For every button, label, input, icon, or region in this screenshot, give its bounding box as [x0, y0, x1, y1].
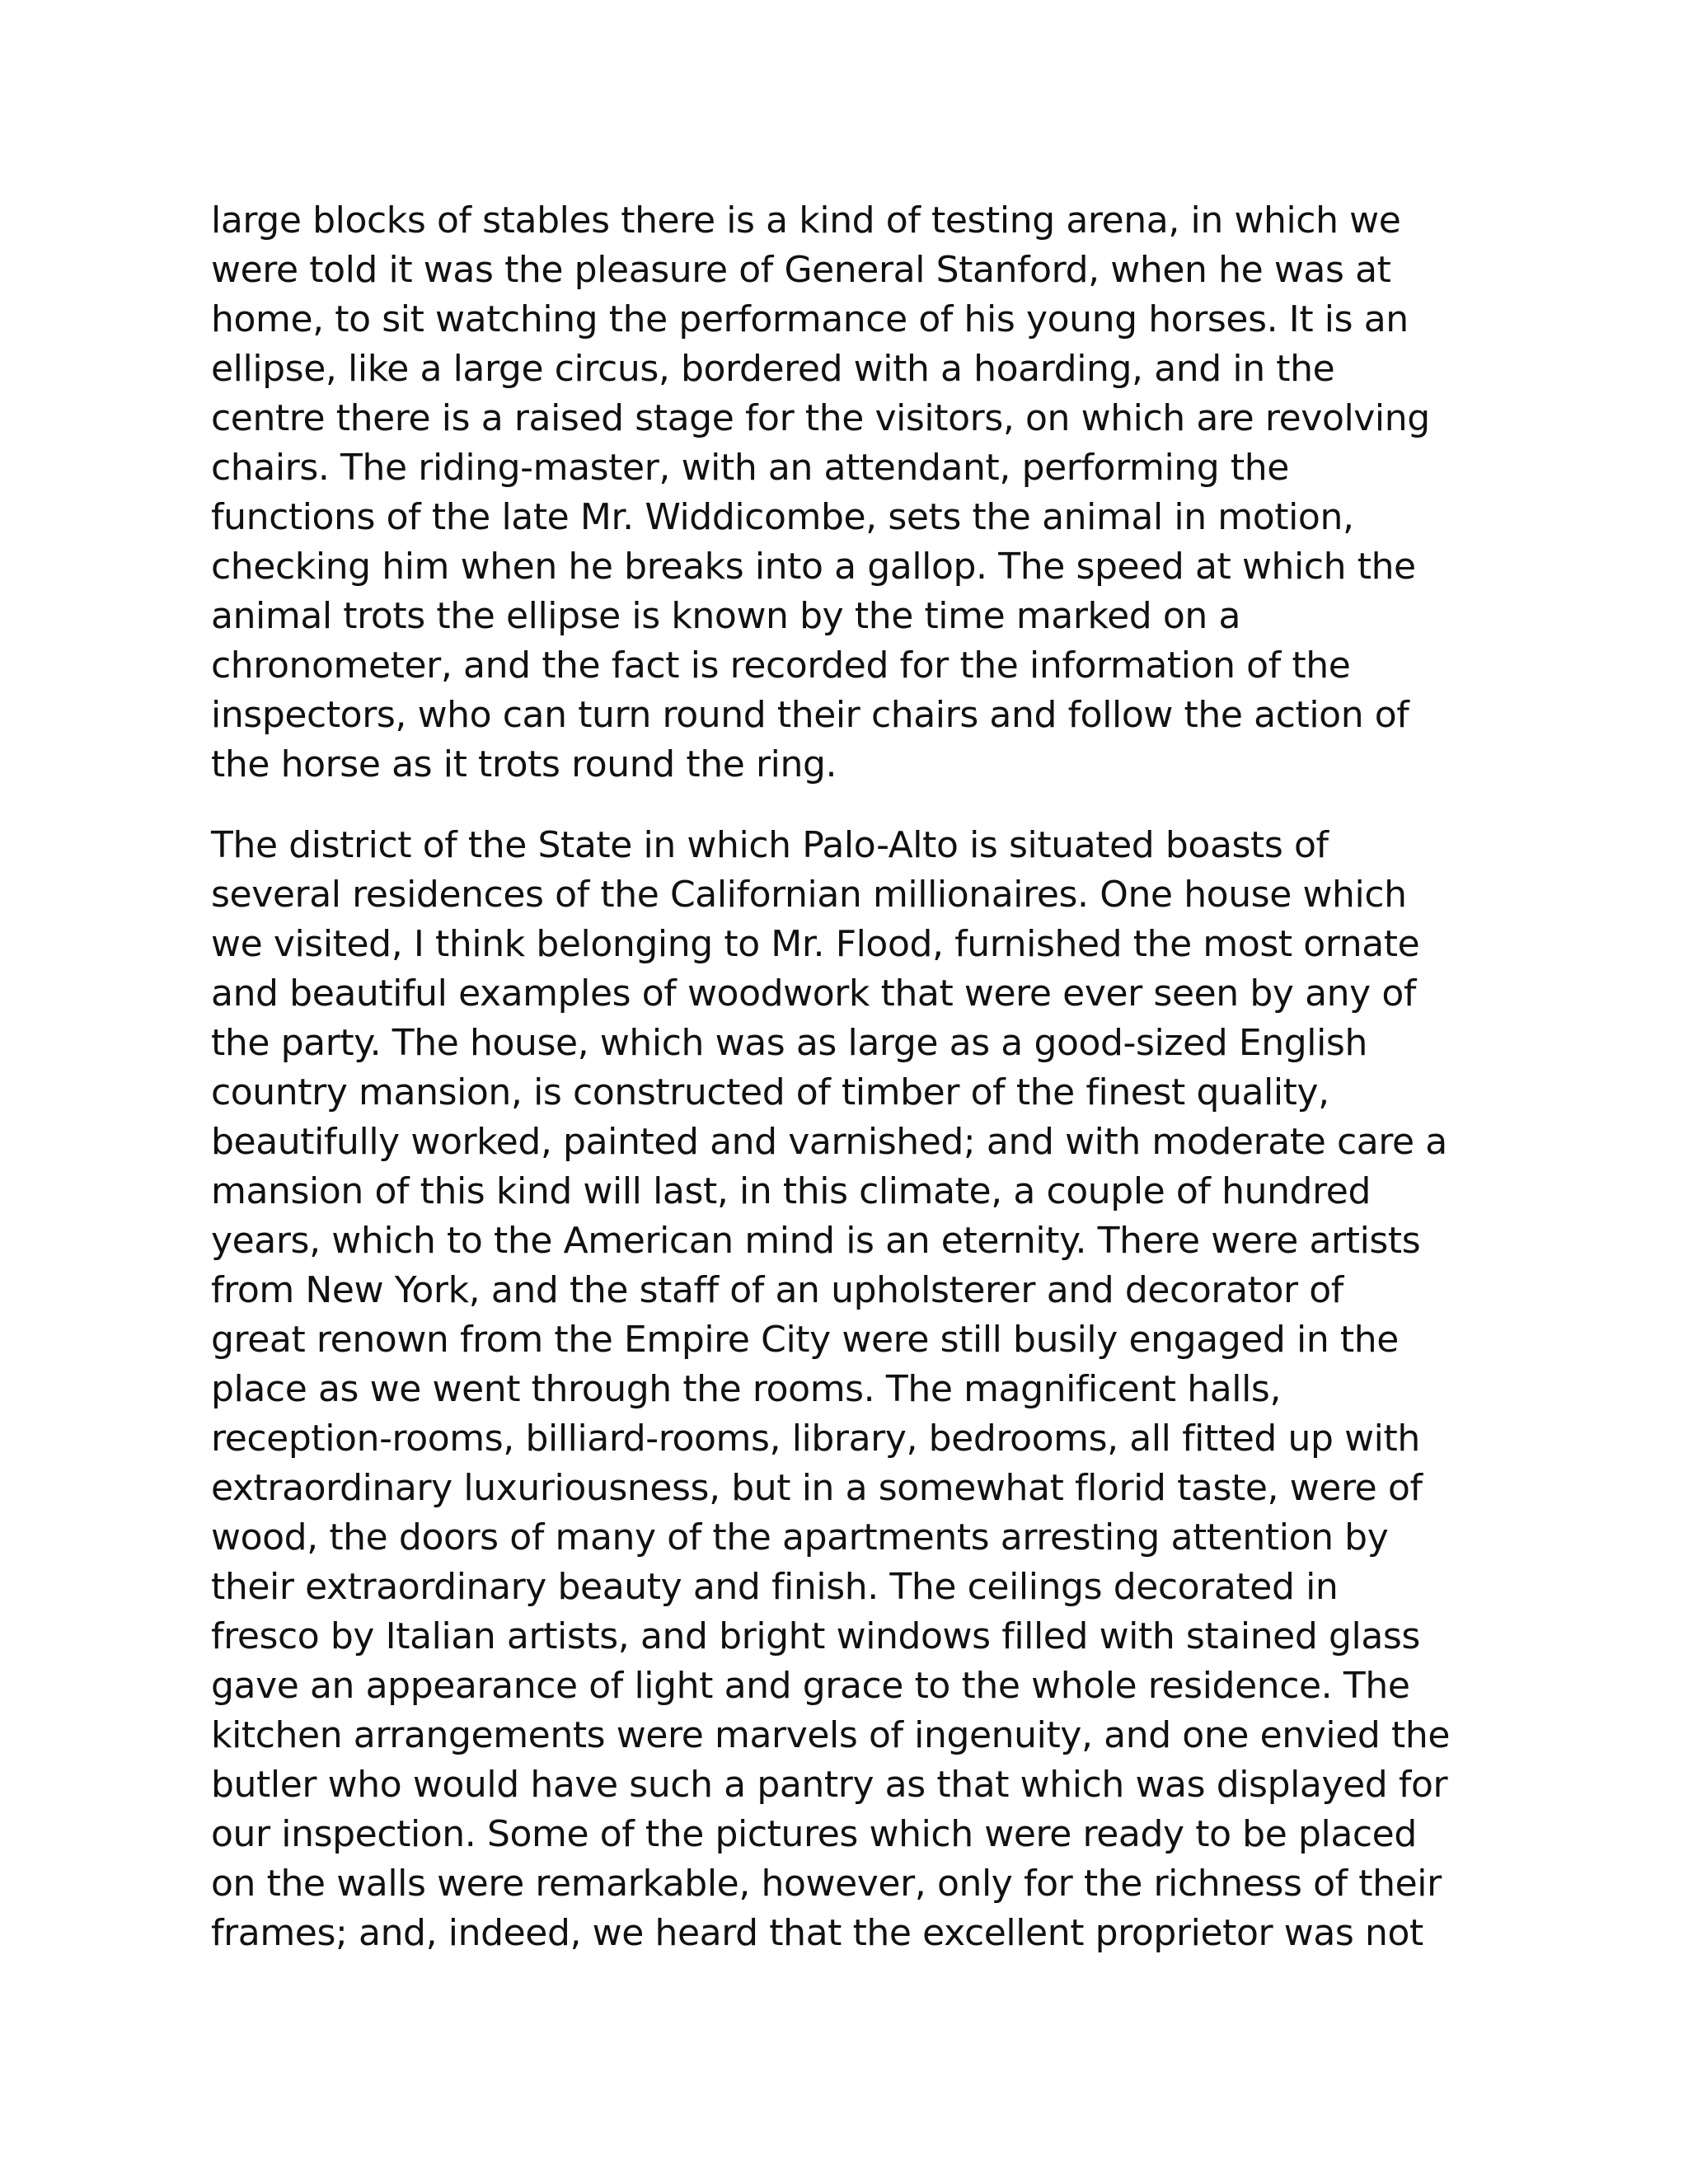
text-line: wood, the doors of many of the apartments arresting attention by — [211, 1516, 1389, 1558]
text-line: several residences of the Californian millionaires. One house which — [211, 874, 1407, 916]
text-line: we visited, I think belonging to Mr. Flood, furnished the most ornate — [211, 923, 1420, 965]
text-line: country mansion, is constructed of timber of the finest quality, — [211, 1071, 1329, 1113]
text-line: our inspection. Some of the pictures which were ready to be placed — [211, 1813, 1417, 1855]
text-line: mansion of this kind will last, in this climate, a couple of hundred — [211, 1170, 1372, 1212]
text-line: the party. The house, which was as large as a good-sized English — [211, 1022, 1367, 1064]
text-line: beautifully worked, painted and varnished; and with moderate care a — [211, 1121, 1447, 1163]
text-line: functions of the late Mr. Widdicombe, sets the animal in motion, — [211, 496, 1354, 538]
paragraph-palo-alto-residences — [211, 821, 1563, 1958]
text-line: on the walls were remarkable, however, only for the richness of their — [211, 1863, 1442, 1905]
text-line: reception-rooms, billiard-rooms, library, bedrooms, all fitted up with — [211, 1418, 1420, 1460]
text-line: home, to sit watching the performance of his young horses. It is an — [211, 298, 1409, 340]
text-line: animal trots the ellipse is known by the time marked on a — [211, 595, 1241, 637]
text-line: great renown from the Empire City were still busily engaged in the — [211, 1319, 1399, 1361]
text-line: years, which to the American mind is an eternity. There were artists — [211, 1220, 1421, 1262]
text-line: centre there is a raised stage for the visitors, on which are revolving — [211, 397, 1430, 439]
text-line: and beautiful examples of woodwork that were ever seen by any of — [211, 972, 1416, 1015]
text-line: extraordinary luxuriousness, but in a somewhat florid taste, were of — [211, 1467, 1423, 1509]
text-line: checking him when he breaks into a gallop. The speed at which the — [211, 546, 1416, 588]
text-line: ellipse, like a large circus, bordered with a hoarding, and in the — [211, 348, 1335, 390]
text-line: gave an appearance of light and grace to the whole residence. The — [211, 1665, 1410, 1707]
text-line: their extraordinary beauty and finish. The ceilings decorated in — [211, 1566, 1339, 1608]
text-line: were told it was the pleasure of General Stanford, when he was at — [211, 249, 1391, 291]
text-line: fresco by Italian artists, and bright windows filled with stained glass — [211, 1615, 1420, 1657]
paragraph-stables-arena — [211, 196, 1563, 790]
text-line: place as we went through the rooms. The magnificent halls, — [211, 1368, 1282, 1410]
text-line: the horse as it trots round the ring. — [211, 743, 837, 785]
text-line: chronometer, and the fact is recorded for the information of the — [211, 644, 1351, 687]
text-line: inspectors, who can turn round their chairs and follow the action of — [211, 694, 1409, 736]
text-line: frames; and, indeed, we heard that the excellent proprietor was not — [211, 1912, 1423, 1954]
text-line: kitchen arrangements were marvels of ingenuity, and one envied the — [211, 1714, 1450, 1756]
text-line: large blocks of stables there is a kind of testing arena, in which we — [211, 199, 1401, 241]
text-line: chairs. The riding-master, with an attendant, performing the — [211, 447, 1289, 489]
text-line: from New York, and the staff of an upholsterer and decorator of — [211, 1269, 1343, 1311]
body-text — [211, 196, 1563, 1958]
text-line: The district of the State in which Palo-Alto is situated boasts of — [211, 824, 1329, 866]
text-line: butler who would have such a pantry as that which was displayed for — [211, 1764, 1448, 1806]
